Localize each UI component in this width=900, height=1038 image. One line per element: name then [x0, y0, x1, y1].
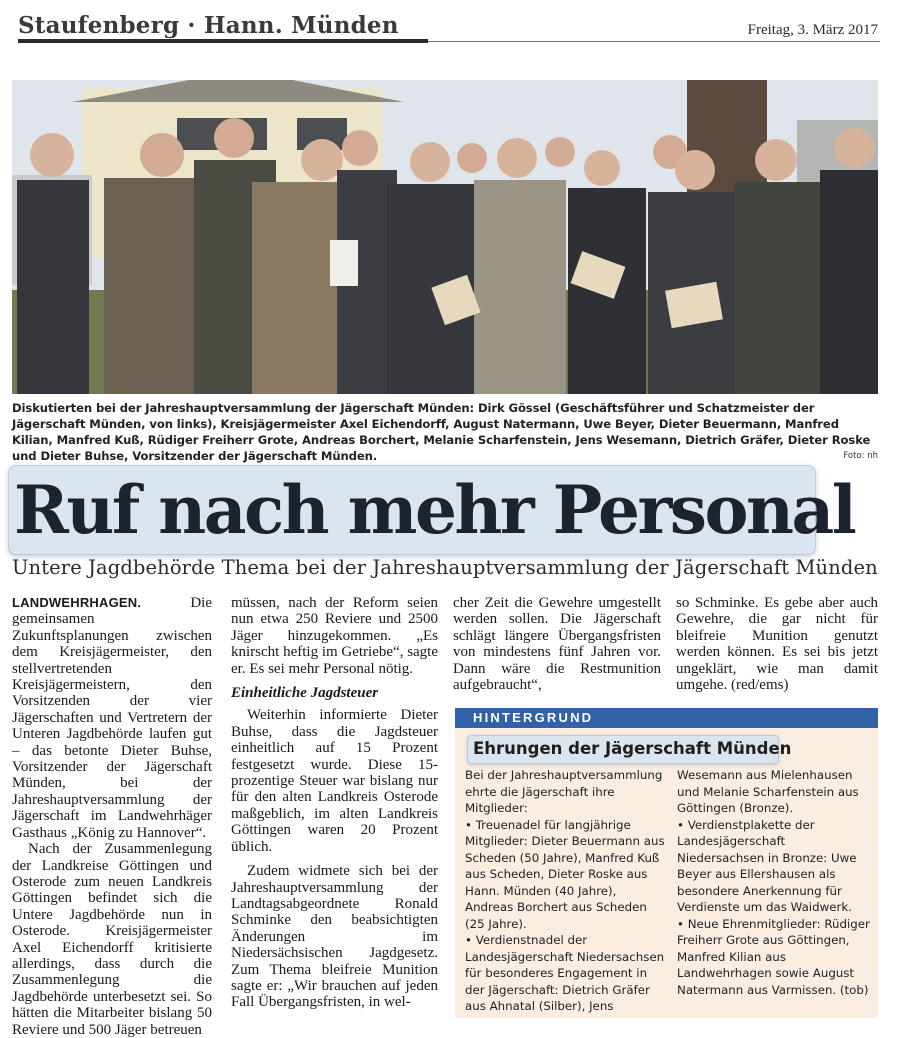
paragraph-gap [231, 855, 438, 863]
box-column-1 [465, 767, 667, 1015]
box-title: Ehrungen der Jägerschaft Münden [473, 739, 792, 758]
box-paragraph: • Treuenadel für langjährige Mitglieder: Dieter Beuermann aus Scheden (50 Jahre), Manfred Kuß aus Scheden, Dieter Roske aus Hann. Münden (40 Jahre), Andreas Borchert aus Scheden (25 Jahre). [465, 817, 665, 931]
article-paragraph: so Schminke. Es gebe aber auch Gewehre, die gar nicht für bleifreie Munition genutzt werden können. Es sei bis jetzt ungeklärt, wie man damit umgehe. (red/ems) [676, 595, 878, 694]
subheadline: Untere Jagdbehörde Thema bei der Jahreshauptversammlung der Jägerschaft Münden [12, 556, 878, 579]
header-rule [428, 41, 880, 42]
article-column-4 [676, 595, 878, 693]
group-photo [12, 80, 878, 394]
article-column-2 [231, 595, 438, 1011]
background-info-box [455, 708, 878, 1018]
article-subhead: Einheitliche Jagdsteuer [231, 685, 379, 702]
article-paragraph: Zudem widmete sich bei der Jahreshauptversammlung der Landtagsabgeordnete Ronald Schminke den beabsichtigten Änderungen im Niedersächsischen Jagdgesetz. Zum Thema bleifreie Munition sagte er: „Wir brauchen auf jeden Fall Übergangsfristen, in wel- [231, 863, 438, 1011]
article-paragraph: müssen, nach der Reform seien nun etwa 250 Reviere und 2500 Jäger hinzugekommen. „Es knirscht heftig im Getriebe“, sagte er. Es sei mehr Personal nötig. [231, 595, 439, 677]
section-title: Staufenberg · Hann. Münden [18, 12, 399, 39]
article-column-1 [12, 595, 212, 1038]
article-paragraph: cher Zeit die Gewehre umgestellt werden sollen. Die Jägerschaft schlägt längere Übergangsfristen von mindestens fünf Jahren vor. Dann wäre die Restmunition aufgebraucht“, [453, 595, 661, 694]
article-paragraph: Nach der Zusammenlegung der Landkreise Göttingen und Osterode zum neuen Landkreis Göttingen befindet sich die Untere Jagdbehörde nun in Osterode. Kreisjägermeister Axel Eichendorff kritisierte allerdings, dass durch die Zusammenlegung die Jagdbehörde unterbesetzt sei. So hätten die Mitarbeiter bislang 50 Reviere und 500 Jäger betreuen [12, 841, 212, 1038]
issue-date: Freitag, 3. März 2017 [747, 22, 878, 38]
box-column-2 [677, 767, 873, 998]
box-paragraph: Wesemann aus Mielenhausen und Melanie Scharfenstein aus Göttingen (Bronze). [677, 768, 859, 815]
dateline: LANDWEHRHAGEN. [12, 595, 142, 610]
box-label: HINTERGRUND [455, 708, 878, 728]
article-paragraph [12, 595, 212, 841]
headline: Ruf nach mehr Personal [14, 471, 855, 549]
paragraph-text: Die gemeinsamen Zukunftsplanungen zwischen dem Kreisjägermeister, den stellvertretenden Kreisjägermeistern, den Vorsitzenden der vier Jägerschaften und Vertretern der Unteren Jagdbehörde laufen gut – das betonte Dieter Buhse, Vorsitzender der Jägerschaft Münden, bei der Jahreshauptversammlung der Jägerschaft im Landwehrhäger Gasthaus „König zu Hannover“. [12, 595, 212, 841]
photo-caption: Diskutierten bei der Jahreshauptversammlung der Jägerschaft Münden: Dirk Gössel (Geschäftsführer und Schatzmeister der Jägerschaft Münden, von links), Kreisjägermeister Axel Eichendorff, August Natermann, Uwe Beyer, Dieter Beuermann, Manfred Kilian, Manfred Kuß, Rüdiger Freiherr Grote, Andreas Borchert, Melanie Scharfenstein, Jens Wesemann, Dietrich Gräfer, Dieter Roske und Dieter Buhse, Vorsitzender der Jägerschaft Münden. [12, 401, 871, 463]
group-photo-illustration [12, 80, 878, 394]
box-paragraph: • Verdienstnadel der Landesjägerschaft Niedersachsen für besonderes Engagement in der Jägerschaft: Dietrich Gräfer aus Ahnatal (Silber), Jens [465, 933, 665, 1013]
article-paragraph: Weiterhin informierte Dieter Buhse, dass die Jagdsteuer einheitlich auf 15 Prozent festgesetzt wurde. Diese 15-prozentige Steuer war bislang nur für den alten Landkreis Osterode maßgeblich, im alten Landkreis Göttingen waren 20 Prozent üblich. [231, 707, 438, 855]
section-title-underline [18, 39, 428, 43]
box-paragraph: Bei der Jahreshauptversammlung ehrte die Jägerschaft ihre Mitglieder: [465, 768, 663, 815]
page-header [18, 8, 880, 44]
box-paragraph: • Neue Ehrenmitglieder: Rüdiger Freiherr Grote aus Göttingen, Manfred Kilian aus Landwehrhagen sowie August Natermann aus Varmissen. (tob) [677, 916, 870, 997]
photo-credit: Foto: nh [843, 451, 878, 461]
article-column-3 [453, 595, 661, 693]
box-paragraph: • Verdienstplakette der Landesjägerschaft Niedersachsen in Bronze: Uwe Beyer aus Ellershausen als besondere Anerkennung für Verdienste um das Waidwerk. [677, 817, 857, 914]
